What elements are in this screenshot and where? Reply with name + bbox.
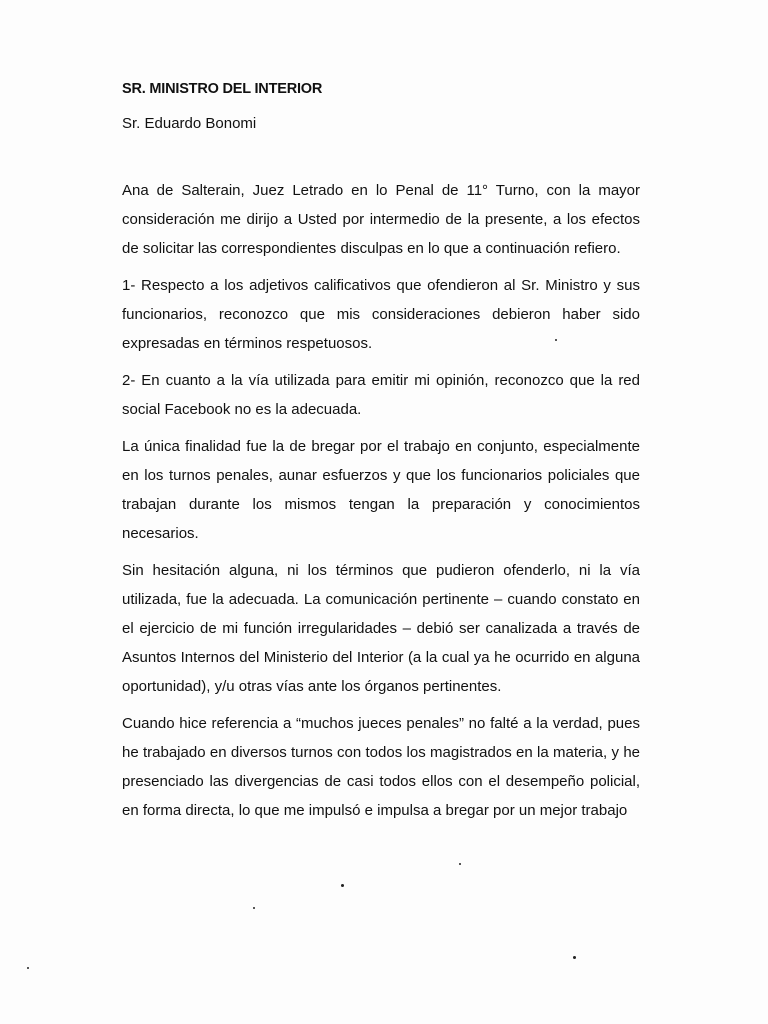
scan-speck: [341, 884, 344, 887]
scan-speck: [555, 339, 557, 341]
paragraph-point-1: 1- Respecto a los adjetivos calificativos que ofendieron al Sr. Ministro y sus funcionarios, reconozco que mis consideraciones debieron haber sido expresadas en términos respetuosos.: [122, 277, 640, 352]
scan-speck: [27, 967, 29, 969]
scan-speck: [459, 863, 461, 865]
paragraph-intro: Ana de Salterain, Juez Letrado en lo Penal de 11° Turno, con la mayor consideración me dirijo a Usted por intermedio de la presente, a los efectos de solicitar las correspondientes disculpas en lo que a continuación refiero.: [122, 182, 640, 257]
letter-body: [122, 78, 640, 833]
paragraph-acknowledgement: Sin hesitación alguna, ni los términos que pudieron ofenderlo, ni la vía utilizada, fue la adecuada. La comunicación pertinente – cuando constato en el ejercicio de mi función irregularidades – debió ser canalizada a través de Asuntos Internos del Ministerio del Interior (a la cual ya he ocurrido en alguna oportunidad), y/u otras vías ante los órganos pertinentes.: [122, 562, 640, 695]
paragraph-point-2: 2- En cuanto a la vía utilizada para emitir mi opinión, reconozco que la red social Facebook no es la adecuada.: [122, 372, 640, 418]
scan-speck: [573, 956, 576, 959]
letter-addressee: Sr. Eduardo Bonomi: [122, 115, 257, 132]
letter-title: SR. MINISTRO DEL INTERIOR: [122, 81, 323, 97]
paragraph-reference: Cuando hice referencia a “muchos jueces penales” no falté a la verdad, pues he trabajado en diversos turnos con todos los magistrados en la materia, y he presenciado las divergencias de casi todos ellos con el desempeño policial, en forma directa, lo que me impulsó e impulsa a bregar por un mejor trabajo: [122, 715, 640, 819]
scan-speck: [253, 907, 255, 909]
paragraph-purpose: La única finalidad fue la de bregar por el trabajo en conjunto, especialmente en los turnos penales, aunar esfuerzos y que los funcionarios policiales que trabajan durante los mismos tengan la preparación y conocimientos necesarios.: [122, 438, 640, 542]
